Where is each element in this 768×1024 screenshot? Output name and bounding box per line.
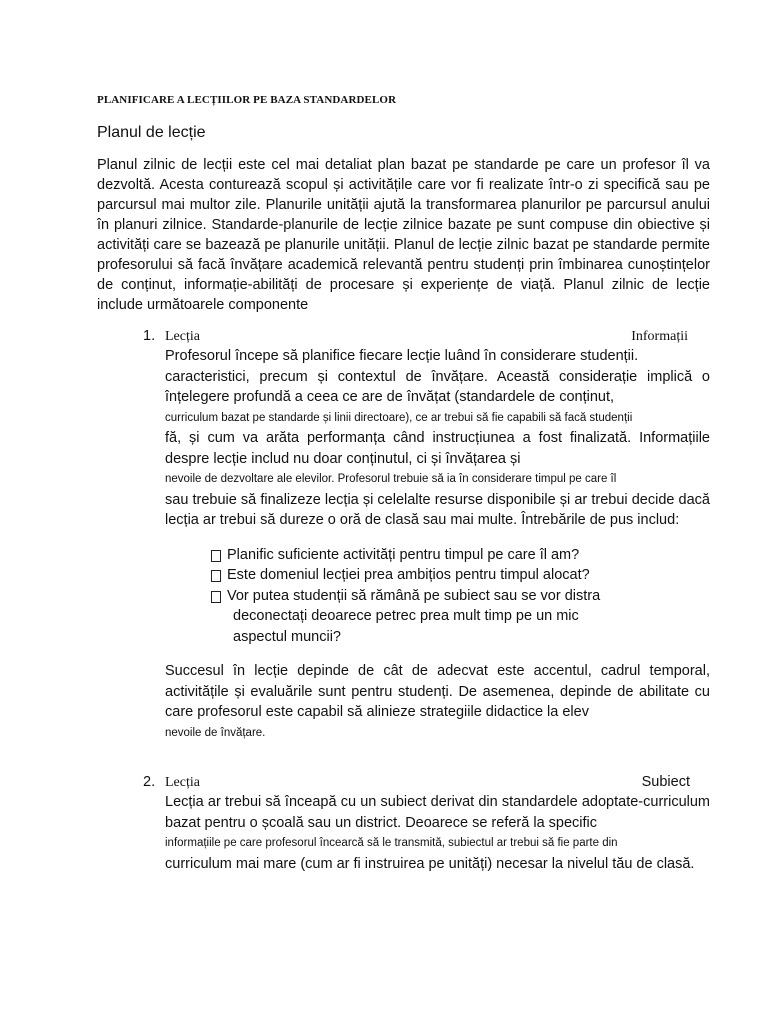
list-item-body bbox=[165, 792, 710, 874]
body-line-small: informațiile pe care profesorul încearcă să le transmită, subiectul ar trebui să fie parte din bbox=[165, 837, 618, 849]
question-text: Este domeniul lecției prea ambițios pentru timpul alocat? bbox=[227, 567, 590, 583]
body-line-small: nevoile de dezvoltare ale elevilor. Profesorul trebuie să ia în considerare timpul pe care îl bbox=[165, 473, 617, 485]
list-number: 2. bbox=[143, 774, 156, 790]
intro-paragraph: Planul zilnic de lecții este cel mai detaliat plan bazat pe standarde pe care un profesor îl va dezvoltă. Acesta conturează scopul și activitățile care vor fi realizate într-o zi specifică sau pe parcursul mai multor zile. Planurile unității ajută la transformarea planurilor pe parcursul anului în planuri zilnice. Standarde-planurile de lecție zilnice bazate pe sunt compuse din obiective și activități care se bazează pe planurile unității. Planul de lecție zilnic bazat pe standarde permite profesorului să facă învățare academică relevantă pentru studenți prin îmbinarea cunoștințelor de conținut, informație-abilități de procesare și experiențe de viață. Planul zilnic de lecție include următoarele componente bbox=[97, 157, 710, 313]
question-item bbox=[211, 565, 710, 586]
bullet-box-icon bbox=[211, 550, 221, 562]
question-text: Vor putea studenții să rămână pe subiect sau se vor distra bbox=[227, 587, 601, 604]
body-line-small: curriculum bazat pe standarde și linii directoare), ce ar trebui să fie capabili să facă studenții bbox=[165, 411, 633, 424]
document-title: PLANIFICARE A LECȚIILOR PE BAZA STANDARDELOR bbox=[97, 94, 397, 106]
list-item-label: Lecția bbox=[165, 775, 200, 790]
list-item-label: Lecția bbox=[165, 329, 200, 344]
list-item-right-label: Informații bbox=[631, 329, 688, 344]
body-line: Profesorul începe să planifice fiecare lecție luând în considerare studenții. bbox=[165, 348, 639, 364]
body-line: curriculum mai mare (cum ar fi instruirea pe unități) necesar la nivelul tău de clasă. bbox=[165, 855, 695, 872]
list-item-body bbox=[165, 346, 710, 743]
section-heading: Planul de lecție bbox=[97, 124, 206, 141]
question-item bbox=[211, 545, 710, 566]
question-continuation: aspectul muncii? bbox=[233, 628, 341, 645]
bullet-box-icon bbox=[211, 591, 221, 603]
body-line: sau trebuie să finalizeze lecția și celelalte resurse disponibile și ar trebui decide dacă lecția ar trebui să dureze o oră de clasă sau mai multe. Întrebările de pus includ: bbox=[165, 491, 710, 528]
body-line: Lecția ar trebui să înceapă cu un subiect derivat din standardele adoptate-curriculum bazat pentru o școală sau un district. Deoarece se referă la specific bbox=[165, 794, 710, 831]
body-line: fă, și cum va arăta performanța când instrucțiunea a fost finalizată. Informațiile despre lecție includ nu doar conținutul, ci și învățarea și bbox=[165, 430, 710, 467]
closing-text-small: nevoile de învățare. bbox=[165, 726, 266, 739]
body-line: caracteristici, precum și contextul de învățare. Această considerație implică o înțelegere profundă a ceea ce are de învățat (standardele de conținut, bbox=[165, 368, 710, 405]
list-number: 1. bbox=[143, 328, 156, 344]
closing-paragraph bbox=[165, 661, 710, 743]
list-item-right-label: Subiect bbox=[641, 774, 690, 790]
question-continuation: deconectați deoarece petrec prea mult timp pe un mic bbox=[233, 608, 579, 624]
closing-text: Succesul în lecție depinde de cât de adecvat este accentul, cadrul temporal, activitățile și evaluările sunt pentru studenți. De asemenea, depinde de abilitate cu care profesorul este capabil să alinieze strategiile didactice la elev bbox=[165, 663, 710, 720]
bullet-box-icon bbox=[211, 570, 221, 582]
list-item-header bbox=[143, 328, 710, 346]
question-list bbox=[211, 545, 710, 648]
list-item-lesson-subject bbox=[143, 774, 710, 874]
question-item bbox=[211, 586, 710, 607]
list-item-header bbox=[143, 774, 710, 792]
question-text: Planific suficiente activități pentru timpul pe care îl am? bbox=[227, 546, 580, 563]
list-item-lesson-information bbox=[143, 328, 710, 743]
